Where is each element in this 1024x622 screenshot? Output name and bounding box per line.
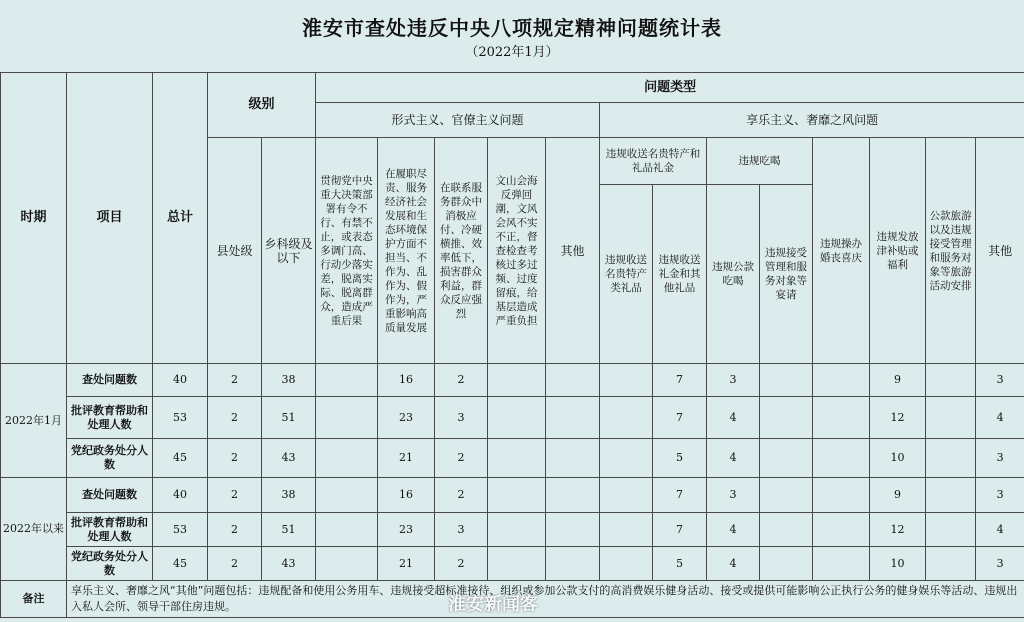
gift-b-cell: 7 [653, 364, 707, 397]
header-problem-type: 问题类型 [316, 73, 1024, 103]
f3-cell: 3 [435, 397, 488, 439]
f4-cell [488, 397, 546, 439]
note-row [1, 581, 1024, 618]
wedding-cell [813, 397, 870, 439]
gift-b-cell: 7 [653, 397, 707, 439]
header-period: 时期 [1, 73, 67, 364]
total-cell: 45 [153, 547, 208, 581]
f5-cell [546, 397, 600, 439]
township-cell: 43 [262, 547, 316, 581]
other-cell: 4 [976, 397, 1024, 439]
travel-cell [926, 439, 976, 478]
note-label: 备注 [1, 581, 67, 618]
gift-b-cell: 7 [653, 513, 707, 547]
header-level: 级别 [208, 73, 316, 138]
header-total: 总计 [153, 73, 208, 364]
wedding-cell [813, 513, 870, 547]
f4-cell [488, 547, 546, 581]
f3-cell: 2 [435, 364, 488, 397]
f3-cell: 3 [435, 513, 488, 547]
travel-cell [926, 478, 976, 513]
f4-cell [488, 364, 546, 397]
header-county-level: 县处级 [208, 138, 262, 364]
allowance-cell: 10 [870, 547, 926, 581]
eat-a-cell: 4 [707, 439, 760, 478]
item-cell: 查处问题数 [67, 364, 153, 397]
travel-cell [926, 513, 976, 547]
allowance-cell: 9 [870, 364, 926, 397]
header-eating-banquet: 违规接受管理和服务对象等宴请 [760, 185, 813, 364]
f2-cell: 16 [378, 364, 435, 397]
page-subtitle: （2022年1月） [465, 45, 559, 60]
township-cell: 51 [262, 397, 316, 439]
f2-cell: 23 [378, 513, 435, 547]
item-cell: 批评教育帮助和处理人数 [67, 513, 153, 547]
f1-cell [316, 478, 378, 513]
eat-b-cell [760, 478, 813, 513]
gift-b-cell: 5 [653, 439, 707, 478]
township-cell: 43 [262, 439, 316, 478]
total-cell: 53 [153, 397, 208, 439]
header-formalism-duty: 在履职尽责、服务经济社会发展和生态环境保护方面不担当、不作为、乱作为、假作为，严重影响高质量发展 [378, 138, 435, 364]
f3-cell: 2 [435, 547, 488, 581]
county-cell: 2 [208, 478, 262, 513]
f5-cell [546, 439, 600, 478]
gift-b-cell: 5 [653, 547, 707, 581]
f2-cell: 23 [378, 397, 435, 439]
gift-a-cell [600, 364, 653, 397]
header-hedonism: 享乐主义、奢靡之风问题 [600, 103, 1024, 138]
header-allowance: 违规发放津补贴或福利 [870, 138, 926, 364]
eat-a-cell: 3 [707, 478, 760, 513]
total-cell: 40 [153, 364, 208, 397]
f2-cell: 21 [378, 547, 435, 581]
page-title: 淮安市查处违反中央八项规定精神问题统计表 [302, 16, 722, 40]
gift-a-cell [600, 547, 653, 581]
table-row [1, 364, 1024, 397]
f4-cell [488, 478, 546, 513]
wedding-cell [813, 439, 870, 478]
gift-a-cell [600, 513, 653, 547]
table-title-area [0, 0, 1024, 72]
county-cell: 2 [208, 364, 262, 397]
item-cell: 批评教育帮助和处理人数 [67, 397, 153, 439]
header-township-level: 乡科级及以下 [262, 138, 316, 364]
header-formalism-decision: 贯彻党中央重大决策部署有令不行、有禁不止，或表态多调门高、行动少落实差，脱离实际、脱离群众，造成严重后果 [316, 138, 378, 364]
header-wedding-funeral: 违规操办婚丧喜庆 [813, 138, 870, 364]
header-eating-public: 违规公款吃喝 [707, 185, 760, 364]
other-cell: 3 [976, 439, 1024, 478]
eat-a-cell: 4 [707, 547, 760, 581]
period-cell: 2022年以来 [1, 478, 67, 581]
f4-cell [488, 439, 546, 478]
county-cell: 2 [208, 439, 262, 478]
f3-cell: 2 [435, 478, 488, 513]
township-cell: 51 [262, 513, 316, 547]
gift-a-cell [600, 397, 653, 439]
allowance-cell: 12 [870, 397, 926, 439]
period-cell: 2022年1月 [1, 364, 67, 478]
gift-a-cell [600, 478, 653, 513]
township-cell: 38 [262, 478, 316, 513]
f5-cell [546, 547, 600, 581]
header-hedonism-other: 其他 [976, 138, 1024, 364]
total-cell: 53 [153, 513, 208, 547]
allowance-cell: 10 [870, 439, 926, 478]
item-cell: 党纪政务处分人数 [67, 547, 153, 581]
f1-cell [316, 513, 378, 547]
item-cell: 查处问题数 [67, 478, 153, 513]
wedding-cell [813, 478, 870, 513]
eat-a-cell: 3 [707, 364, 760, 397]
county-cell: 2 [208, 547, 262, 581]
eat-b-cell [760, 513, 813, 547]
total-cell: 40 [153, 478, 208, 513]
other-cell: 3 [976, 547, 1024, 581]
other-cell: 3 [976, 364, 1024, 397]
header-gift: 违规收送名贵特产和礼品礼金 [600, 138, 707, 185]
table-row [1, 547, 1024, 581]
total-cell: 45 [153, 439, 208, 478]
f1-cell [316, 547, 378, 581]
travel-cell [926, 397, 976, 439]
statistics-table [0, 72, 1024, 618]
eat-b-cell [760, 364, 813, 397]
header-eating: 违规吃喝 [707, 138, 813, 185]
table-row [1, 439, 1024, 478]
watermark: 淮安新闻客 [448, 594, 538, 615]
header-formalism-meetings: 文山会海反弹回潮，文风会风不实不正，督查检查考核过多过频、过度留痕，给基层造成严重负担 [488, 138, 546, 364]
header-formalism-other: 其他 [546, 138, 600, 364]
travel-cell [926, 364, 976, 397]
f1-cell [316, 397, 378, 439]
eat-a-cell: 4 [707, 397, 760, 439]
travel-cell [926, 547, 976, 581]
header-item: 项目 [67, 73, 153, 364]
f5-cell [546, 478, 600, 513]
f1-cell [316, 439, 378, 478]
f1-cell [316, 364, 378, 397]
f2-cell: 21 [378, 439, 435, 478]
table-row [1, 397, 1024, 439]
header-gift-money: 违规收送礼金和其他礼品 [653, 185, 707, 364]
header-formalism-service: 在联系服务群众中消极应付、冷硬横推、效率低下，损害群众利益，群众反应强烈 [435, 138, 488, 364]
other-cell: 3 [976, 478, 1024, 513]
f3-cell: 2 [435, 439, 488, 478]
eat-b-cell [760, 397, 813, 439]
county-cell: 2 [208, 513, 262, 547]
eat-b-cell [760, 439, 813, 478]
table-row [1, 513, 1024, 547]
header-travel: 公款旅游以及违规接受管理和服务对象等旅游活动安排 [926, 138, 976, 364]
allowance-cell: 9 [870, 478, 926, 513]
allowance-cell: 12 [870, 513, 926, 547]
header-formalism: 形式主义、官僚主义问题 [316, 103, 600, 138]
gift-a-cell [600, 439, 653, 478]
f2-cell: 16 [378, 478, 435, 513]
item-cell: 党纪政务处分人数 [67, 439, 153, 478]
eat-b-cell [760, 547, 813, 581]
f5-cell [546, 513, 600, 547]
wedding-cell [813, 547, 870, 581]
note-text: 享乐主义、奢靡之风“其他”问题包括：违规配备和使用公务用车、违规接受超标准接待、组织或参加公款支付的高消费娱乐健身活动、接受或提供可能影响公正执行公务的健身娱乐等活动、违规出入私人会所、领导干部住房违规。 [67, 581, 1024, 618]
f5-cell [546, 364, 600, 397]
other-cell: 4 [976, 513, 1024, 547]
eat-a-cell: 4 [707, 513, 760, 547]
wedding-cell [813, 364, 870, 397]
table-row [1, 478, 1024, 513]
f4-cell [488, 513, 546, 547]
township-cell: 38 [262, 364, 316, 397]
header-gift-specialty: 违规收送名贵特产类礼品 [600, 185, 653, 364]
gift-b-cell: 7 [653, 478, 707, 513]
county-cell: 2 [208, 397, 262, 439]
